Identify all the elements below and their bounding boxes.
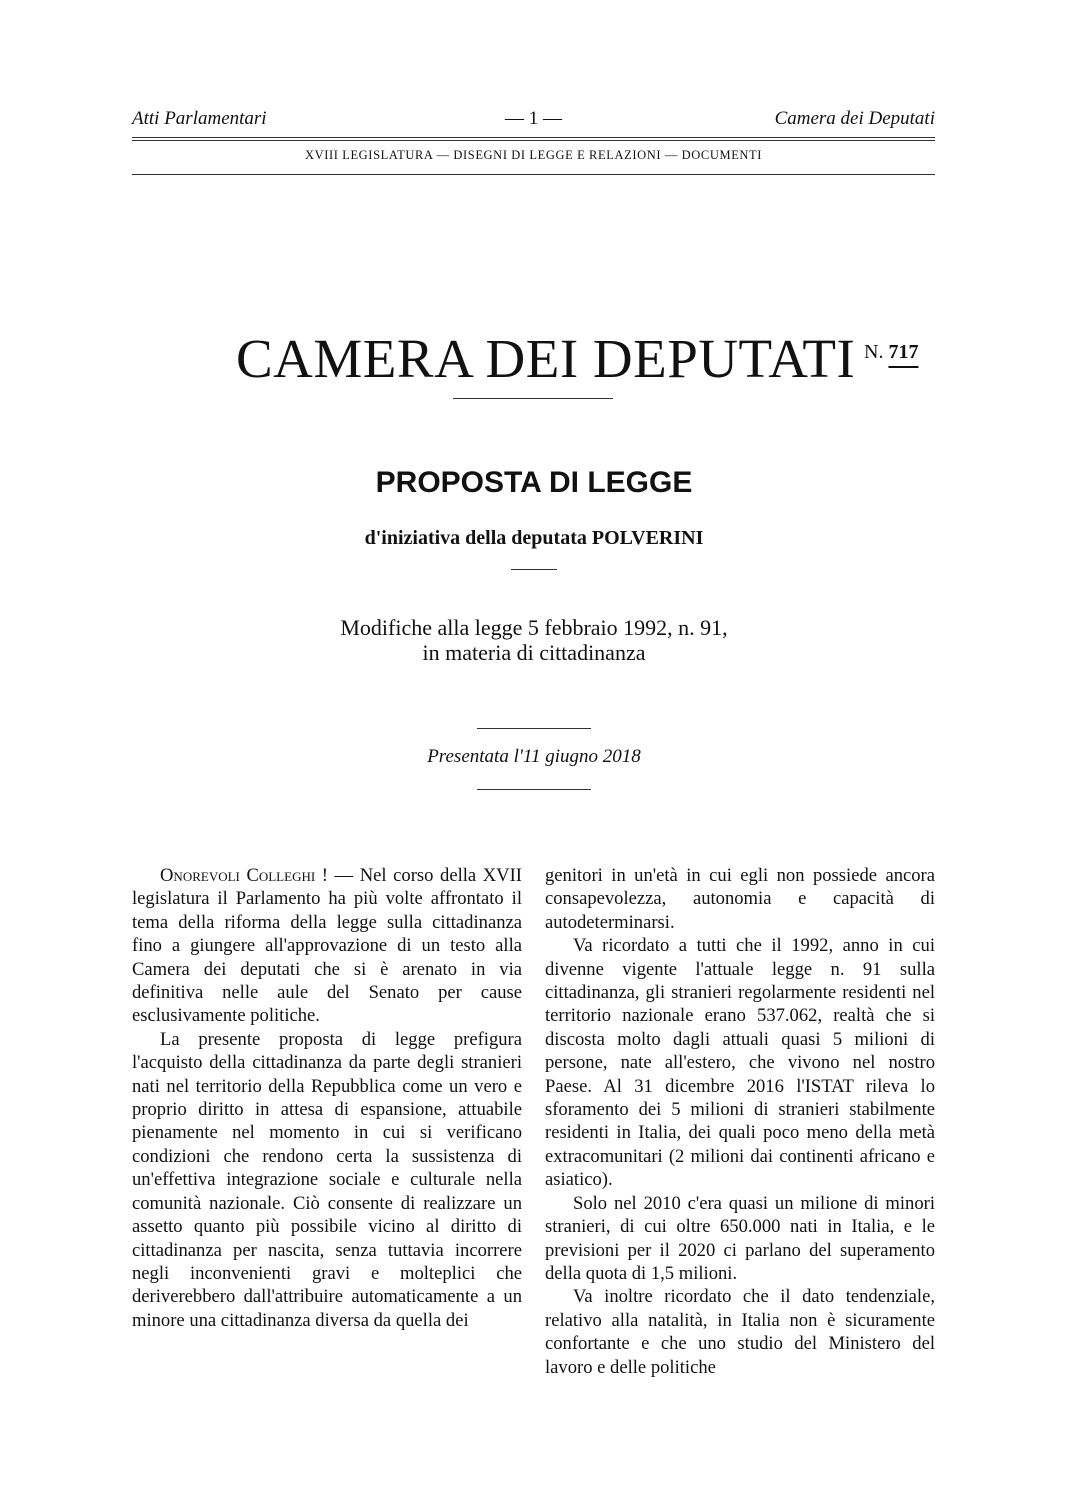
document-type: PROPOSTA DI LEGGE: [375, 466, 693, 499]
initiative-line: d'iniziativa della deputata POLVERINI: [364, 527, 704, 549]
document-number-value: 717: [888, 341, 919, 363]
initiative-divider: [511, 569, 557, 570]
body-paragraph: [132, 864, 522, 1028]
body-column-right: [545, 864, 935, 1379]
page-number: — 1 —: [505, 108, 562, 129]
salutation: Onorevoli Colleghi !: [160, 865, 328, 886]
title-divider: [453, 398, 613, 399]
document-number: [864, 341, 918, 364]
header-rule-double: [132, 140, 935, 141]
paragraph-text: La presente proposta di legge prefigura l'acquisto della cittadinanza da parte degli stranieri nati nel territorio della Repubblica come un vero e proprio diritto in attesa di espansione, attuabile pienamente nel momento in cui si verificano condizioni che rendono certa la sussistenza di un'effettiva integrazione sociale e culturale nella comunità nazionale. Ciò consente di realizzare un assetto quanto più possibile vicino al diritto di cittadinanza per nascita, senza tuttavia incorrere negli inconvenienti gravi e molteplici che deriverebbero dall'attribuire automaticamente a un minore una cittadinanza diversa da quella dei: [132, 1028, 522, 1331]
body-paragraph: Va inoltre ricordato che il dato tendenziale, relativo alla natalità, in Italia non è sicuramente confortante e che uno studio del Ministero del lavoro e delle politiche: [545, 1286, 935, 1378]
presented-divider-top: [477, 728, 591, 729]
bill-subject-line-2: in materia di cittadinanza: [422, 640, 646, 665]
body-paragraph: Solo nel 2010 c'era quasi un milione di minori stranieri, di cui oltre 650.000 nati in Italia, e le previsioni per il 2020 ci parlano del superamento della quota di 1,5 milioni.: [545, 1192, 935, 1284]
series-line: XVIII LEGISLATURA — DISEGNI DI LEGGE E RELAZIONI — DOCUMENTI: [304, 148, 763, 162]
document-number-prefix: N.: [864, 341, 884, 363]
running-head-right: Camera dei Deputati: [774, 108, 935, 129]
header-rule-bottom: [132, 174, 935, 175]
body-paragraph: Va ricordato a tutti che il 1992, anno in cui divenne vigente l'attuale legge n. 91 sulla cittadinanza, gli stranieri regolarmente residenti nel territorio nazionale erano 537.062, realtà che si discosta molto dagli attuali quasi 5 milioni di persone, nate all'estero, che vivono nel nostro Paese. Al 31 dicembre 2016 l'ISTAT rileva lo sforamento dei 5 milioni di stranieri stabilmente residenti in Italia, dei quali poco meno della metà extracomunitari (2 milioni dai continenti africano e asiatico).: [545, 935, 935, 1191]
header-rule-top: [132, 137, 935, 138]
chamber-title: CAMERA DEI DEPUTATI: [236, 328, 856, 389]
body-column-left: [132, 864, 522, 1332]
bill-subject: [0, 615, 1068, 665]
bill-subject-line-1: Modifiche alla legge 5 febbraio 1992, n. 91,: [340, 615, 728, 640]
running-head: [132, 108, 935, 132]
paragraph-text: genitori in un'età in cui egli non possiede ancora consapevolezza, autonomia e capacità di autodeterminarsi.: [545, 865, 935, 933]
body-paragraph-continued: [545, 864, 935, 934]
presented-date: Presentata l'11 giugno 2018: [427, 746, 641, 767]
paragraph-text: — Nel corso della XVII legislatura il Parlamento ha più volte affrontato il tema della riforma della legge sulla cittadinanza fino a giungere all'approvazione di un testo alla Camera dei deputati che si è arenato in via definitiva nelle aule del Senato per cause esclusivamente politiche.: [132, 865, 522, 1027]
body-paragraph: [132, 1028, 522, 1332]
presented-divider-bottom: [477, 789, 591, 790]
running-head-left: Atti Parlamentari: [132, 108, 267, 129]
